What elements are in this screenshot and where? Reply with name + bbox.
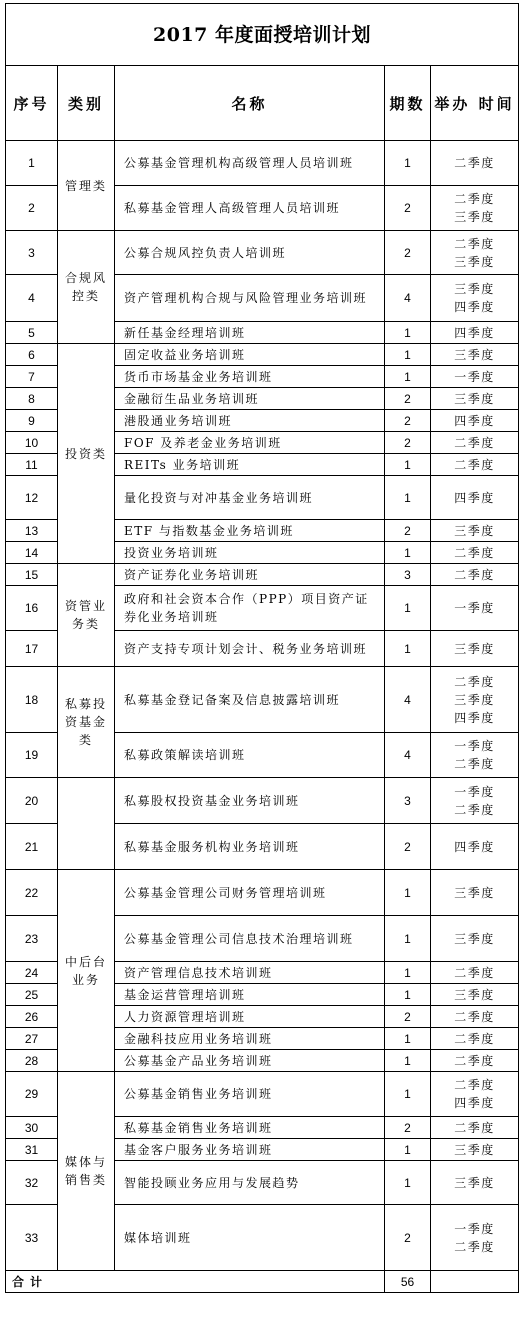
- row-count: 2: [385, 432, 431, 454]
- row-count: 1: [385, 141, 431, 186]
- row-count: 1: [385, 916, 431, 962]
- category-cell: 媒体与 销售类: [58, 1072, 115, 1271]
- row-seq: 26: [6, 1006, 58, 1028]
- row-name: 资产管理机构合规与风险管理业务培训班: [115, 275, 385, 322]
- header-time: 举办 时间: [431, 66, 519, 141]
- row-time: 三季度: [431, 520, 519, 542]
- row-seq: 3: [6, 231, 58, 275]
- category-cell: 资管业 务类: [58, 564, 115, 667]
- row-count: 2: [385, 410, 431, 432]
- row-time: 二季度: [431, 962, 519, 984]
- row-seq: 6: [6, 344, 58, 366]
- row-name: 媒体培训班: [115, 1205, 385, 1271]
- header-count: 期数: [385, 66, 431, 141]
- table-row: [6, 870, 519, 916]
- row-seq: 17: [6, 631, 58, 667]
- row-count: 1: [385, 1050, 431, 1072]
- row-count: 1: [385, 870, 431, 916]
- row-time: 一季度 二季度: [431, 733, 519, 778]
- category-cell: 中后台 业务: [58, 870, 115, 1072]
- row-name: 私募政策解读培训班: [115, 733, 385, 778]
- row-seq: 16: [6, 586, 58, 631]
- row-seq: 33: [6, 1205, 58, 1271]
- row-name: 私募股权投资基金业务培训班: [115, 778, 385, 824]
- row-count: 2: [385, 1117, 431, 1139]
- row-time: 二季度: [431, 432, 519, 454]
- row-count: 3: [385, 564, 431, 586]
- row-count: 1: [385, 476, 431, 520]
- row-time: 二季度 三季度: [431, 186, 519, 231]
- table-row: [6, 1072, 519, 1117]
- row-name: 固定收益业务培训班: [115, 344, 385, 366]
- row-seq: 25: [6, 984, 58, 1006]
- row-count: 2: [385, 388, 431, 410]
- row-time: 三季度: [431, 1161, 519, 1205]
- row-name: 基金运营管理培训班: [115, 984, 385, 1006]
- table-row: [6, 141, 519, 186]
- row-count: 1: [385, 1161, 431, 1205]
- table-row: [6, 231, 519, 275]
- table-row: [6, 344, 519, 366]
- row-name: 公募基金管理机构高级管理人员培训班: [115, 141, 385, 186]
- header-category: 类别: [58, 66, 115, 141]
- row-seq: 13: [6, 520, 58, 542]
- row-time: 三季度: [431, 1139, 519, 1161]
- table-title: 2017 年度面授培训计划: [6, 4, 519, 66]
- row-seq: 27: [6, 1028, 58, 1050]
- row-seq: 21: [6, 824, 58, 870]
- row-name: 资产证券化业务培训班: [115, 564, 385, 586]
- total-row: [6, 1271, 519, 1293]
- header-seq: 序号: [6, 66, 58, 141]
- row-seq: 20: [6, 778, 58, 824]
- header-name: 名称: [115, 66, 385, 141]
- row-count: 2: [385, 1205, 431, 1271]
- category-cell: 投资类: [58, 344, 115, 564]
- row-name: 金融科技应用业务培训班: [115, 1028, 385, 1050]
- row-time: 二季度: [431, 564, 519, 586]
- row-seq: 31: [6, 1139, 58, 1161]
- category-cell: 私募投 资基金 类: [58, 667, 115, 778]
- row-time: 二季度: [431, 1117, 519, 1139]
- training-plan-sheet: [5, 3, 518, 1319]
- row-count: 1: [385, 366, 431, 388]
- row-count: 1: [385, 344, 431, 366]
- row-seq: 7: [6, 366, 58, 388]
- row-seq: 32: [6, 1161, 58, 1205]
- row-time: 三季度: [431, 984, 519, 1006]
- row-name: 公募合规风控负责人培训班: [115, 231, 385, 275]
- row-time: 三季度 四季度: [431, 275, 519, 322]
- row-seq: 11: [6, 454, 58, 476]
- row-name: 投资业务培训班: [115, 542, 385, 564]
- row-seq: 24: [6, 962, 58, 984]
- row-time: 四季度: [431, 476, 519, 520]
- row-count: 1: [385, 962, 431, 984]
- row-name: 私募基金管理人高级管理人员培训班: [115, 186, 385, 231]
- training-plan-table: [5, 3, 519, 1293]
- row-time: 一季度: [431, 586, 519, 631]
- row-time: 二季度 三季度 四季度: [431, 667, 519, 733]
- row-seq: 9: [6, 410, 58, 432]
- row-seq: 30: [6, 1117, 58, 1139]
- row-time: 四季度: [431, 410, 519, 432]
- row-time: 二季度 四季度: [431, 1072, 519, 1117]
- row-count: 4: [385, 667, 431, 733]
- row-time: 三季度: [431, 870, 519, 916]
- row-seq: 2: [6, 186, 58, 231]
- row-name: 公募基金销售业务培训班: [115, 1072, 385, 1117]
- row-count: 2: [385, 1006, 431, 1028]
- row-time: 四季度: [431, 322, 519, 344]
- row-name: 私募基金服务机构业务培训班: [115, 824, 385, 870]
- row-seq: 29: [6, 1072, 58, 1117]
- row-seq: 12: [6, 476, 58, 520]
- category-cell: 合规风 控类: [58, 231, 115, 344]
- row-name: ETF 与指数基金业务培训班: [115, 520, 385, 542]
- row-name: REITs 业务培训班: [115, 454, 385, 476]
- row-name: FOF 及养老金业务培训班: [115, 432, 385, 454]
- table-row: [6, 778, 519, 824]
- row-seq: 23: [6, 916, 58, 962]
- row-time: 三季度: [431, 631, 519, 667]
- row-count: 1: [385, 1072, 431, 1117]
- row-time: 三季度: [431, 388, 519, 410]
- row-time: 三季度: [431, 344, 519, 366]
- row-seq: 1: [6, 141, 58, 186]
- row-name: 量化投资与对冲基金业务培训班: [115, 476, 385, 520]
- row-count: 2: [385, 186, 431, 231]
- row-seq: 28: [6, 1050, 58, 1072]
- row-name: 货币市场基金业务培训班: [115, 366, 385, 388]
- table-row: [6, 564, 519, 586]
- row-name: 公募基金管理公司信息技术治理培训班: [115, 916, 385, 962]
- row-time: 二季度: [431, 1050, 519, 1072]
- row-seq: 8: [6, 388, 58, 410]
- row-count: 1: [385, 586, 431, 631]
- row-name: 新任基金经理培训班: [115, 322, 385, 344]
- row-count: 1: [385, 631, 431, 667]
- row-time: 三季度: [431, 916, 519, 962]
- row-name: 私募基金销售业务培训班: [115, 1117, 385, 1139]
- row-time: 二季度: [431, 1006, 519, 1028]
- row-seq: 18: [6, 667, 58, 733]
- row-seq: 19: [6, 733, 58, 778]
- row-time: 一季度 二季度: [431, 1205, 519, 1271]
- row-count: 2: [385, 231, 431, 275]
- row-count: 3: [385, 778, 431, 824]
- row-name: 公募基金产品业务培训班: [115, 1050, 385, 1072]
- row-seq: 5: [6, 322, 58, 344]
- row-count: 2: [385, 824, 431, 870]
- row-seq: 22: [6, 870, 58, 916]
- row-count: 1: [385, 322, 431, 344]
- row-time: 二季度 三季度: [431, 231, 519, 275]
- row-count: 1: [385, 1139, 431, 1161]
- total-count: 56: [385, 1271, 431, 1293]
- table-row: [6, 667, 519, 733]
- total-label: 合计: [6, 1271, 385, 1293]
- row-seq: 14: [6, 542, 58, 564]
- row-count: 4: [385, 733, 431, 778]
- row-time: 二季度: [431, 454, 519, 476]
- row-name: 港股通业务培训班: [115, 410, 385, 432]
- row-count: 1: [385, 454, 431, 476]
- row-name: 资产管理信息技术培训班: [115, 962, 385, 984]
- row-seq: 10: [6, 432, 58, 454]
- row-count: 2: [385, 520, 431, 542]
- row-name: 基金客户服务业务培训班: [115, 1139, 385, 1161]
- row-time: 四季度: [431, 824, 519, 870]
- header-row: [6, 66, 519, 141]
- row-count: 1: [385, 984, 431, 1006]
- row-name: 智能投顾业务应用与发展趋势: [115, 1161, 385, 1205]
- category-cell: 管理类: [58, 141, 115, 231]
- row-name: 资产支持专项计划会计、税务业务培训班: [115, 631, 385, 667]
- category-cell: [58, 778, 115, 870]
- row-seq: 15: [6, 564, 58, 586]
- row-seq: 4: [6, 275, 58, 322]
- total-empty: [431, 1271, 519, 1293]
- row-time: 二季度: [431, 1028, 519, 1050]
- row-name: 人力资源管理培训班: [115, 1006, 385, 1028]
- row-count: 4: [385, 275, 431, 322]
- row-time: 二季度: [431, 542, 519, 564]
- row-name: 政府和社会资本合作（PPP）项目资产证券化业务培训班: [115, 586, 385, 631]
- row-name: 金融衍生品业务培训班: [115, 388, 385, 410]
- row-count: 1: [385, 1028, 431, 1050]
- row-time: 一季度 二季度: [431, 778, 519, 824]
- row-name: 公募基金管理公司财务管理培训班: [115, 870, 385, 916]
- row-name: 私募基金登记备案及信息披露培训班: [115, 667, 385, 733]
- row-time: 一季度: [431, 366, 519, 388]
- row-count: 1: [385, 542, 431, 564]
- row-time: 二季度: [431, 141, 519, 186]
